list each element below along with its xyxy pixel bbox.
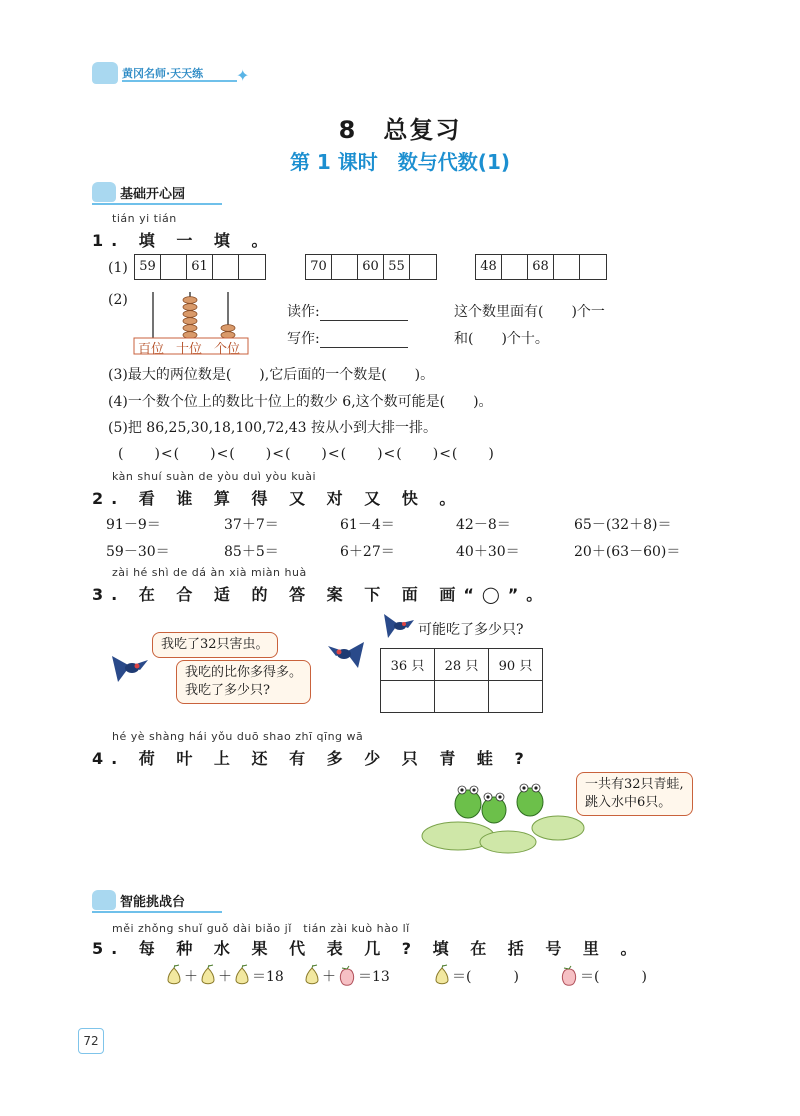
bubble-line: 跳入水中6只。 xyxy=(585,795,672,810)
pear-icon xyxy=(198,964,218,988)
calc-item: 6＋27＝ xyxy=(340,544,395,560)
bubble-line: 我吃了多少只? xyxy=(185,683,270,698)
peach-answer xyxy=(558,964,647,988)
calc-item: 61－4＝ xyxy=(340,517,395,533)
calc-item: 40＋30＝ xyxy=(456,544,520,560)
read-as-blank[interactable] xyxy=(320,305,408,321)
pear-icon xyxy=(232,964,252,988)
number-cell[interactable] xyxy=(410,255,436,279)
plus-sign: ＋ xyxy=(322,969,336,985)
q3-question: 可能吃了多少只? xyxy=(418,622,524,638)
write-as-label: 写作: xyxy=(287,331,320,347)
peach-icon xyxy=(336,964,358,988)
section-tag-basic xyxy=(92,182,222,204)
number-cell: 55 xyxy=(384,255,410,279)
write-as-blank[interactable] xyxy=(320,332,408,348)
pear-answer-blank[interactable]: ＝( ) xyxy=(452,969,519,985)
q5-title: 5. 每 种 水 果 代 表 几 ? 填 在 括 号 里 。 xyxy=(92,939,645,958)
q5-pinyin: měi zhǒng shuǐ guǒ dài biǎo jǐ tián zài kuò hào lǐ xyxy=(112,922,410,935)
number-cell: 48 xyxy=(476,255,502,279)
q3-title: 3. 在 合 适 的 答 案 下 面 画“◯”。 xyxy=(92,585,551,604)
calc-item: 20＋(63－60)＝ xyxy=(574,544,681,560)
number-cell[interactable] xyxy=(161,255,187,279)
calc-item: 65－(32＋8)＝ xyxy=(574,517,672,533)
star-icon: ✦ xyxy=(236,66,250,85)
number-cell: 70 xyxy=(306,255,332,279)
q2-title: 2. 看 谁 算 得 又 对 又 快 。 xyxy=(92,489,464,508)
number-cell[interactable] xyxy=(580,255,606,279)
calc-item: 59－30＝ xyxy=(106,544,170,560)
lesson-title: 第 1 课时 数与代数(1) xyxy=(289,150,511,174)
header-divider xyxy=(122,80,237,82)
plus-sign: ＋ xyxy=(184,969,198,985)
speech-bubble: 我吃了32只害虫。 xyxy=(152,632,278,658)
number-cell: 68 xyxy=(528,255,554,279)
number-cell[interactable] xyxy=(332,255,358,279)
answer-option: 36 只 xyxy=(381,649,435,681)
write-as-row xyxy=(287,328,408,348)
q1-part1-label: (1) xyxy=(108,260,128,276)
abacus-label-hundreds: 百位 xyxy=(138,342,165,357)
number-cell: 61 xyxy=(187,255,213,279)
pear-icon xyxy=(164,964,184,988)
bear-icon xyxy=(92,890,116,910)
pear-icon xyxy=(432,964,452,988)
section-divider xyxy=(92,911,222,913)
fruit-equation-2 xyxy=(302,964,390,988)
peach-icon xyxy=(558,964,580,988)
section-tag-challenge xyxy=(92,890,222,912)
chapter-title: 8 总复习 xyxy=(338,116,462,144)
q1-part4: (4)一个数个位上的数比十位上的数少 6,这个数可能是( )。 xyxy=(108,394,493,410)
equation-result: ＝18 xyxy=(252,969,284,985)
frogs-on-lotus-leaves-image xyxy=(418,770,588,858)
section-label: 基础开心园 xyxy=(120,187,186,202)
page-number: 72 xyxy=(78,1028,104,1054)
calc-item: 37＋7＝ xyxy=(224,517,279,533)
calc-item: 91－9＝ xyxy=(106,517,161,533)
plus-sign: ＋ xyxy=(218,969,232,985)
section-label: 智能挑战台 xyxy=(120,895,186,910)
calc-item: 85＋5＝ xyxy=(224,544,279,560)
answer-mark-cell[interactable] xyxy=(489,681,543,713)
speech-bubble xyxy=(176,660,311,704)
q1-part5: (5)把 86,25,30,18,100,72,43 按从小到大排一排。 xyxy=(108,420,438,436)
pear-icon xyxy=(302,964,322,988)
answer-table xyxy=(380,648,543,713)
swallow-icon xyxy=(110,650,150,684)
peach-answer-blank[interactable]: ＝( ) xyxy=(580,969,647,985)
swallow-icon xyxy=(382,612,416,640)
number-cell[interactable] xyxy=(213,255,239,279)
calc-item: 42－8＝ xyxy=(456,517,511,533)
equation-result: ＝13 xyxy=(358,969,390,985)
bubble-line: 一共有32只青蛙, xyxy=(585,777,684,792)
number-box-row xyxy=(305,254,437,280)
number-cell[interactable] xyxy=(502,255,528,279)
answer-option: 90 只 xyxy=(489,649,543,681)
header-logo xyxy=(92,62,252,88)
bear-icon xyxy=(92,62,118,84)
abacus-label-tens: 十位 xyxy=(176,342,203,357)
number-cell[interactable] xyxy=(554,255,580,279)
number-cell: 60 xyxy=(358,255,384,279)
q2-pinyin: kàn shuí suàn de yòu duì yòu kuài xyxy=(112,470,316,483)
q1-part2-label: (2) xyxy=(108,292,128,308)
answer-option: 28 只 xyxy=(435,649,489,681)
bear-icon xyxy=(92,182,116,202)
abacus-label-ones: 个位 xyxy=(214,342,241,357)
section-divider xyxy=(92,203,222,205)
read-as-label: 读作: xyxy=(287,304,320,320)
number-cell[interactable] xyxy=(239,255,265,279)
bubble-line: 我吃的比你多得多。 xyxy=(185,665,303,680)
q1-part3: (3)最大的两位数是( ),它后面的一个数是( )。 xyxy=(108,367,435,383)
q4-pinyin: hé yè shàng hái yǒu duō shao zhī qīng wā xyxy=(112,730,364,743)
read-as-row xyxy=(287,301,408,321)
q4-title: 4. 荷 叶 上 还 有 多 少 只 青 蛙 ? xyxy=(92,749,532,768)
number-box-row xyxy=(134,254,266,280)
answer-mark-cell[interactable] xyxy=(381,681,435,713)
number-cell: 59 xyxy=(135,255,161,279)
speech-bubble xyxy=(576,772,693,816)
q3-pinyin: zài hé shì de dá àn xià miàn huà xyxy=(112,566,307,579)
count-text-2: 和( )个十。 xyxy=(454,331,549,347)
swallow-icon xyxy=(326,636,366,670)
pear-answer xyxy=(432,964,519,988)
number-box-row xyxy=(475,254,607,280)
fruit-equation-1 xyxy=(164,964,284,988)
q1-pinyin: tián yi tián xyxy=(112,212,177,225)
brand-text: 黄冈名师·天天练 xyxy=(122,67,204,80)
count-text-1: 这个数里面有( )个一 xyxy=(454,304,605,320)
q1-title: 1. 填 一 填 。 xyxy=(92,231,276,250)
answer-mark-cell[interactable] xyxy=(435,681,489,713)
q1-part5-blanks[interactable]: ( )<( )<( )<( )<( )<( )<( ) xyxy=(118,446,495,462)
